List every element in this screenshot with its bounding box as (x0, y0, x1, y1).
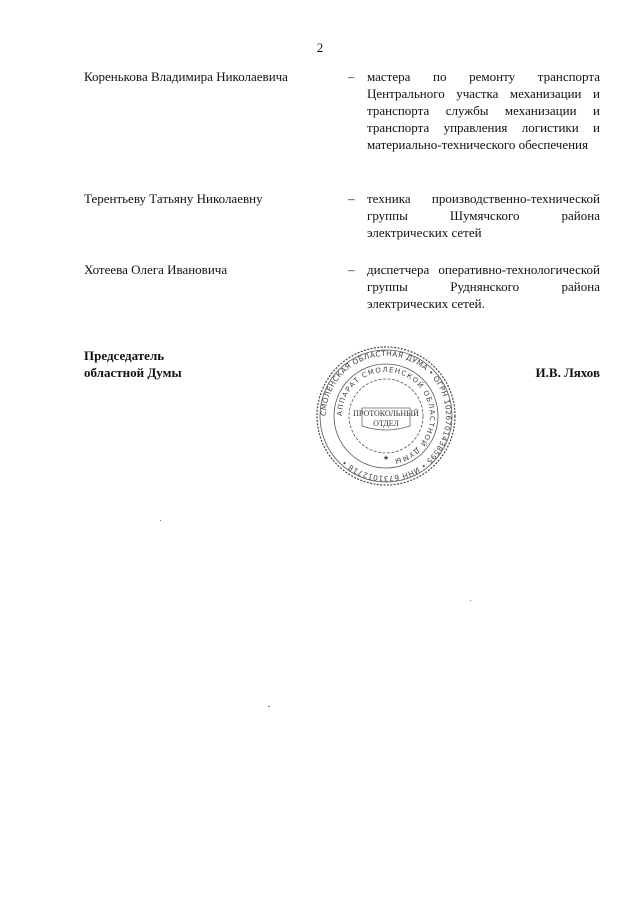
page-number: 2 (316, 40, 324, 55)
seal-outer-text: СМОЛЕНСКАЯ ОБЛАСТНАЯ ДУМА • ОГРН 1026701438595 • ИНН 6731012718 • (318, 348, 454, 484)
scan-artifact (268, 706, 270, 707)
scan-artifact (470, 600, 471, 601)
dash-separator: – (348, 262, 355, 277)
appointee-position: мастера по ремонту транспорта Центрального участка механизации и транспорта службы механизации и транспорта управления логистики и материально-технического обеспечения (367, 69, 600, 152)
official-seal-icon (314, 344, 458, 488)
seal-center-text-2: ОТДЕЛ (373, 419, 399, 428)
scan-artifact (160, 520, 161, 521)
signature-role (84, 347, 182, 381)
appointee-position: диспетчера оперативно-технологической группы Руднянского района электрических сетей. (367, 262, 600, 311)
signature-role-line: областной Думы (84, 365, 182, 380)
appointee-position: техника производственно-технической группы Шумячского района электрических сетей (367, 191, 600, 240)
signer-name: И.В. Ляхов (535, 365, 600, 380)
appointee-name: Терентьеву Татьяну Николаевну (84, 191, 263, 206)
seal-inner-text: АППАРАТ СМОЛЕНСКОЙ ОБЛАСТНОЙ ДУМЫ (335, 365, 437, 466)
appointee-name: Хотеева Олега Ивановича (84, 262, 228, 277)
dash-separator: – (348, 69, 355, 84)
seal-star-icon: ★ (382, 454, 390, 462)
seal-center-text-1: ПРОТОКОЛЬНЫЙ (353, 409, 419, 418)
dash-separator: – (348, 191, 355, 206)
appointee-name: Кореньковa Владимира Николаевича (84, 69, 288, 84)
signature-role-line: Председатель (84, 348, 165, 363)
